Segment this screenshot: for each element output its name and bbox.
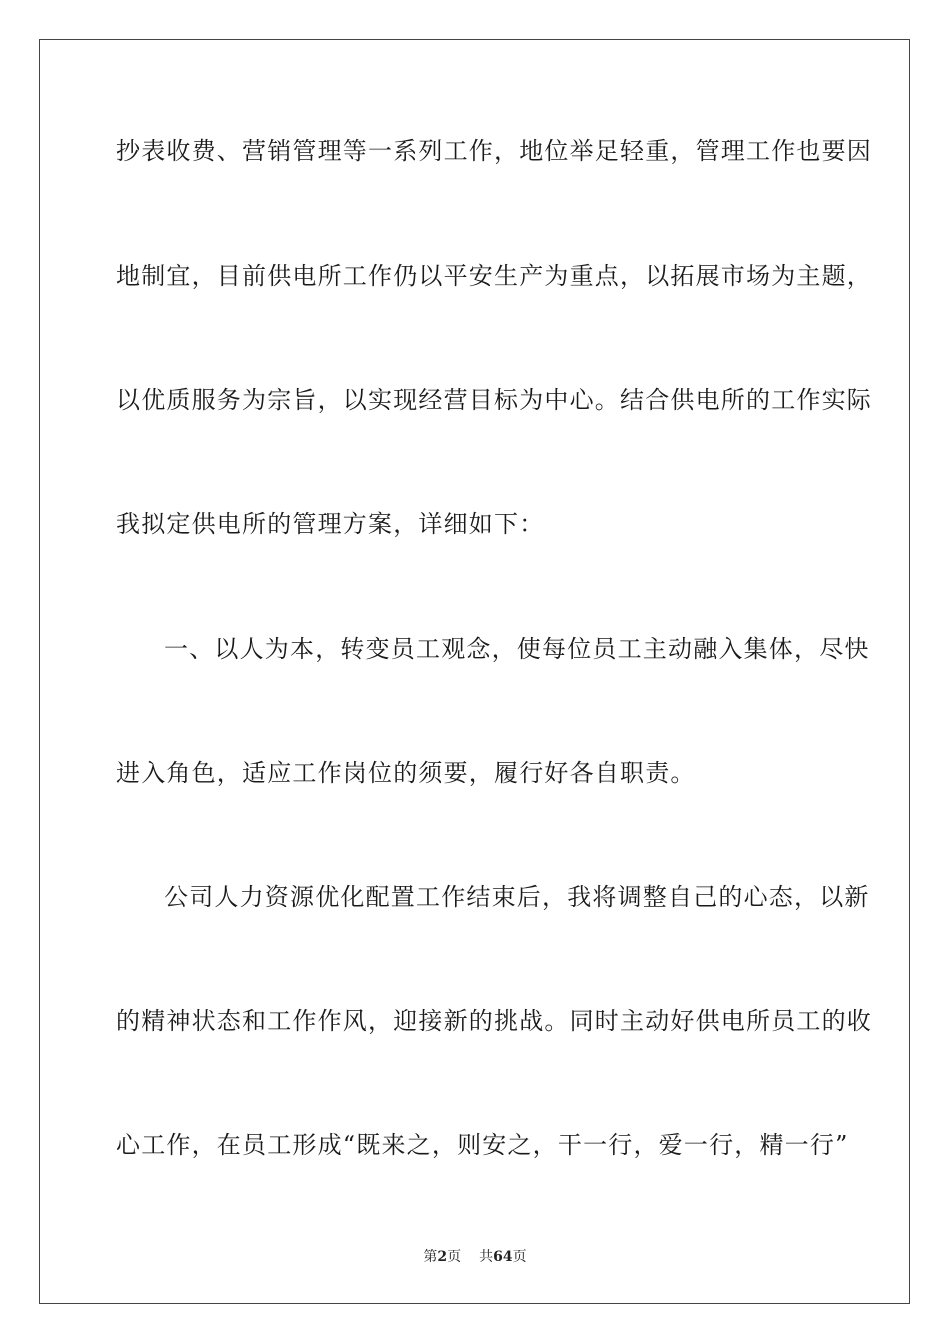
paragraph-line-3: 以优质服务为宗旨，以实现经营目标为中心。结合供电所的工作实际 (116, 386, 872, 414)
paragraph-line-4: 我拟定供电所的管理方案，详细如下： (116, 510, 545, 538)
paragraph-line-8: 的精神状态和工作作风，迎接新的挑战。同时主动好供电所员工的收 (116, 1007, 872, 1035)
page-border (39, 39, 910, 1304)
paragraph-line-2: 地制宜，目前供电所工作仍以平安生产为重点，以拓展市场为主题， (116, 262, 872, 290)
paragraph-line-9: 心工作，在员工形成“既来之，则安之，干一行，爱一行，精一行” (116, 1131, 849, 1159)
page-suffix: 页 (447, 1249, 462, 1265)
page-number: 2 (437, 1249, 448, 1265)
paragraph-line-7: 公司人力资源优化配置工作结束后，我将调整自己的心态，以新 (164, 883, 870, 911)
page-footer (0, 1248, 950, 1266)
page-prefix: 第 (423, 1249, 438, 1265)
paragraph-line-6: 进入角色，适应工作岗位的须要，履行好各自职责。 (116, 759, 696, 787)
paragraph-line-5: 一、以人为本，转变员工观念，使每位员工主动融入集体，尽快 (164, 635, 870, 663)
paragraph-line-1: 抄表收费、营销管理等一系列工作，地位举足轻重，管理工作也要因 (116, 137, 872, 165)
total-pages: 64 (493, 1249, 513, 1265)
total-suffix: 页 (512, 1249, 527, 1265)
total-prefix: 共 (479, 1249, 494, 1265)
